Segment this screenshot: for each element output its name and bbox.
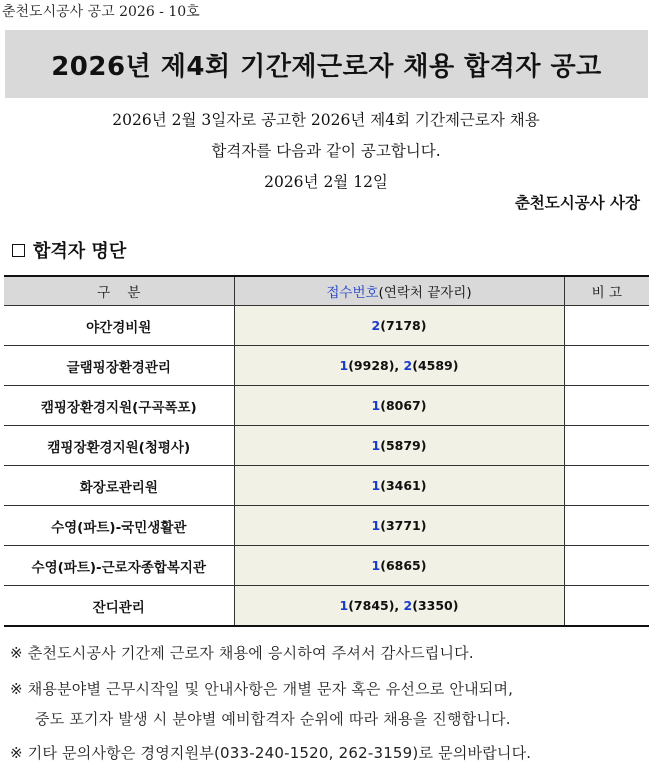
receipt-number: 1 bbox=[371, 438, 381, 453]
results-table bbox=[4, 275, 649, 627]
intro-line-1: 2026년 2월 3일자로 공고한 2026년 제4회 기간제근로자 채용 bbox=[112, 111, 540, 129]
intro-line-2: 합격자를 다음과 같이 공고합니다. bbox=[211, 142, 441, 160]
row-receipt bbox=[234, 426, 564, 466]
table-header-row bbox=[4, 276, 649, 306]
row-receipt bbox=[234, 386, 564, 426]
phone-suffix: (3461) bbox=[380, 478, 427, 493]
checkbox-square-icon bbox=[12, 244, 25, 257]
note-schedule: ※ 채용분야별 근무시작일 및 안내사항은 개별 문자 혹은 유선으로 안내되며, bbox=[10, 680, 514, 698]
table-row bbox=[4, 386, 649, 426]
phone-suffix: (7845), bbox=[348, 598, 404, 613]
table-row bbox=[4, 346, 649, 386]
table-row bbox=[4, 586, 649, 627]
phone-suffix: (8067) bbox=[380, 398, 427, 413]
phone-suffix: (7178) bbox=[380, 318, 427, 333]
receipt-number: 1 bbox=[339, 358, 349, 373]
section-heading bbox=[12, 237, 126, 263]
table-row bbox=[4, 546, 649, 586]
receipt-number: 1 bbox=[371, 398, 381, 413]
receipt-number: 2 bbox=[371, 318, 381, 333]
row-remarks bbox=[564, 426, 649, 466]
document-number: 춘천도시공사 공고 2026 - 10호 bbox=[2, 4, 200, 20]
header-receipt-highlight: 접수번호 bbox=[326, 285, 379, 301]
receipt-number: 2 bbox=[403, 598, 413, 613]
receipt-number: 1 bbox=[339, 598, 349, 613]
header-receipt-rest: (연락처 끝자리) bbox=[378, 285, 472, 301]
signer: 춘천도시공사 사장 bbox=[514, 193, 640, 212]
table-row bbox=[4, 466, 649, 506]
table-row bbox=[4, 506, 649, 546]
row-category: 수영(파트)-국민생활관 bbox=[4, 506, 234, 546]
row-receipt bbox=[234, 306, 564, 346]
row-remarks bbox=[564, 466, 649, 506]
note-contact: ※ 기타 문의사항은 경영지원부(033-240-1520, 262-3159)로 문의바랍니다. bbox=[10, 744, 532, 762]
section-title: 합격자 명단 bbox=[33, 241, 127, 262]
row-remarks bbox=[564, 306, 649, 346]
row-category: 캠핑장환경지원(청평사) bbox=[4, 426, 234, 466]
row-category: 수영(파트)-근로자종합복지관 bbox=[4, 546, 234, 586]
title-banner bbox=[5, 30, 648, 98]
row-receipt bbox=[234, 506, 564, 546]
row-category: 캠핑장환경지원(구곡폭포) bbox=[4, 386, 234, 426]
row-category: 잔디관리 bbox=[4, 586, 234, 627]
row-receipt bbox=[234, 466, 564, 506]
row-remarks bbox=[564, 546, 649, 586]
page-title: 2026년 제4회 기간제근로자 채용 합격자 공고 bbox=[51, 51, 602, 82]
receipt-number: 1 bbox=[371, 558, 381, 573]
row-receipt bbox=[234, 586, 564, 627]
row-remarks bbox=[564, 506, 649, 546]
row-remarks bbox=[564, 586, 649, 627]
row-remarks bbox=[564, 346, 649, 386]
row-category: 화장로관리원 bbox=[4, 466, 234, 506]
phone-suffix: (5879) bbox=[380, 438, 427, 453]
table-row bbox=[4, 426, 649, 466]
row-category: 야간경비원 bbox=[4, 306, 234, 346]
receipt-number: 2 bbox=[403, 358, 413, 373]
header-receipt bbox=[234, 276, 564, 306]
header-category: 구 분 bbox=[4, 276, 234, 306]
phone-suffix: (3350) bbox=[412, 598, 459, 613]
receipt-number: 1 bbox=[371, 478, 381, 493]
row-receipt bbox=[234, 546, 564, 586]
row-remarks bbox=[564, 386, 649, 426]
table-row bbox=[4, 306, 649, 346]
announcement-date: 2026년 2월 12일 bbox=[264, 173, 388, 191]
row-category: 글램핑장환경관리 bbox=[4, 346, 234, 386]
receipt-number: 1 bbox=[371, 518, 381, 533]
phone-suffix: (9928), bbox=[348, 358, 404, 373]
header-remarks: 비 고 bbox=[564, 276, 649, 306]
row-receipt bbox=[234, 346, 564, 386]
note-schedule-cont: 중도 포기자 발생 시 분야별 예비합격자 순위에 따라 채용을 진행합니다. bbox=[35, 710, 511, 728]
phone-suffix: (4589) bbox=[412, 358, 459, 373]
note-thanks: ※ 춘천도시공사 기간제 근로자 채용에 응시하여 주셔서 감사드립니다. bbox=[10, 644, 474, 662]
phone-suffix: (3771) bbox=[380, 518, 427, 533]
phone-suffix: (6865) bbox=[380, 558, 427, 573]
